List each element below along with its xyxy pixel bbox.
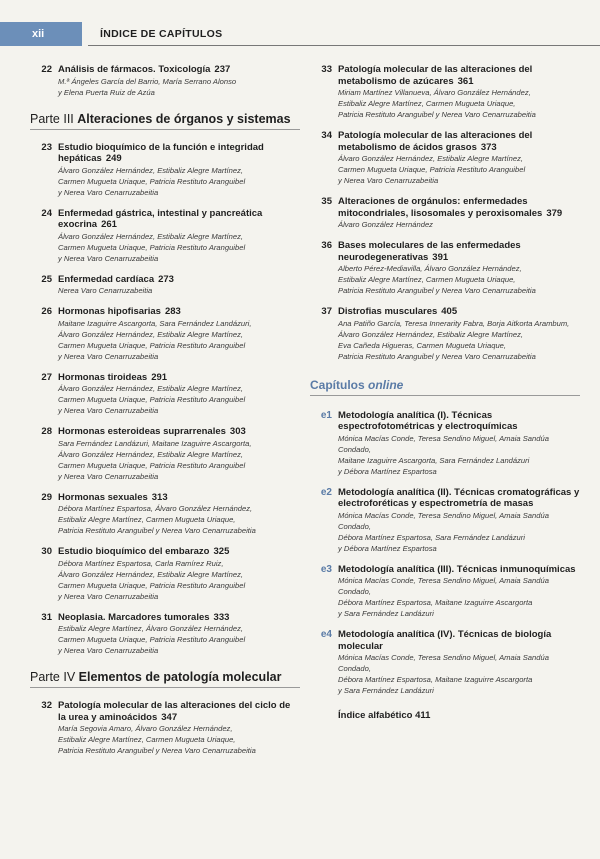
- index-label: Índice alfabético: [338, 710, 413, 721]
- author-line: Nerea Varo Cenarruzabeitia: [58, 286, 153, 295]
- chapter-title-line: [58, 306, 300, 318]
- chapter-authors: [58, 438, 300, 482]
- chapter-entry: [30, 306, 300, 362]
- author-line: Débora Martínez Espartosa, Maitane Izaguirre Ascargorta: [338, 675, 533, 684]
- online-heading-emphasis: online: [368, 377, 404, 392]
- chapter-title: Metodología analítica (IV). Técnicas de biología molecular: [338, 629, 552, 652]
- chapter-authors: [58, 623, 300, 656]
- chapter-page: 237: [214, 64, 231, 75]
- author-line: Estibaliz Alegre Martínez, Carmen Mugueta Uriaque,: [338, 275, 516, 284]
- chapter-number: 25: [41, 273, 52, 285]
- chapter-authors: [58, 558, 300, 602]
- index-page: 411: [415, 710, 431, 721]
- chapter-title: Hormonas hipofisarias: [58, 306, 161, 317]
- author-line: y Nerea Varo Cenarruzabeitia: [58, 471, 159, 481]
- author-line: y Nerea Varo Cenarruzabeitia: [58, 406, 159, 415]
- chapter-page: 249: [105, 153, 122, 164]
- chapter-entry: [30, 426, 300, 482]
- chapter-title-line: [58, 372, 300, 384]
- chapter-authors: [338, 219, 580, 230]
- chapter-authors: [338, 153, 580, 186]
- chapter-number: 30: [41, 546, 52, 557]
- chapter-number: 23: [41, 141, 52, 153]
- chapter-number: 28: [41, 426, 52, 437]
- author-line: Álvaro González Hernández, Estibaliz Alegre Martínez,: [58, 165, 244, 175]
- chapter-authors: [338, 575, 580, 619]
- author-line: y Débora Martínez Espartosa: [338, 543, 437, 553]
- chapter-page: 373: [480, 141, 497, 153]
- chapter-entry: [30, 142, 300, 198]
- author-line: Álvaro González Hernández, Estibaliz Alegre Martínez,: [58, 231, 244, 241]
- online-chapters-heading: [310, 378, 580, 396]
- chapter-number: e4: [320, 629, 332, 640]
- chapter-title: Neoplasia. Marcadores tumorales: [58, 611, 210, 623]
- chapter-authors: [58, 503, 300, 536]
- chapter-title: Hormonas sexuales: [58, 491, 148, 503]
- online-heading-prefix: Capítulos: [310, 377, 365, 392]
- online-chapter-entry: [310, 487, 580, 554]
- chapter-authors: [58, 165, 300, 198]
- chapter-authors: [338, 433, 580, 477]
- chapter-title-line: [338, 629, 580, 652]
- author-line: Estibaliz Alegre Martínez, Álvaro González Hernández,: [58, 624, 244, 633]
- author-line: Álvaro González Hernández, Estibaliz Alegre Martínez,: [58, 384, 244, 393]
- chapter-authors: [338, 263, 580, 296]
- chapter-page: 261: [101, 219, 117, 230]
- chapter-title: Metodología analítica (III). Técnicas inmunoquímicas: [338, 563, 576, 575]
- author-line: Carmen Mugueta Uriaque, Patricia Restituto Aranguibel: [58, 580, 246, 590]
- chapter-entry: [310, 240, 580, 296]
- chapter-authors: [338, 510, 580, 554]
- chapter-title-line: [58, 142, 300, 165]
- chapter-authors: [58, 723, 300, 756]
- author-line: María Segovia Amaro, Álvaro González Hernández,: [58, 724, 233, 733]
- author-line: y Nerea Varo Cenarruzabeitia: [338, 176, 439, 185]
- chapter-number: 36: [321, 240, 332, 251]
- chapter-title-line: [338, 64, 580, 87]
- chapter-entry: [30, 700, 300, 756]
- online-chapter-entry: [310, 410, 580, 477]
- author-line: Álvaro González Hernández, Estibaliz Alegre Martínez,: [58, 449, 244, 459]
- chapter-number: 27: [41, 371, 52, 383]
- chapter-title: Metodología analítica (I). Técnicas espectrofotométricas y electroquímicas: [338, 409, 518, 432]
- author-line: Débora Martínez Espartosa, Maitane Izaguirre Ascargorta: [338, 598, 533, 607]
- author-line: Mónica Macías Conde, Teresa Sendino Miguel, Amaia Sandúa Condado,: [338, 576, 549, 596]
- author-line: Patricia Restituto Aranguibel y Nerea Varo Cenarruzabeitia: [58, 526, 256, 535]
- chapter-title: Enfermedad cardíaca: [58, 273, 155, 285]
- chapter-number: e2: [320, 486, 332, 498]
- part-title: Elementos de patología molecular: [78, 670, 282, 684]
- author-line: y Sara Fernández Landázuri: [338, 686, 434, 695]
- chapter-title: Análisis de fármacos. Toxicología: [58, 64, 211, 75]
- index-entry: [338, 710, 580, 721]
- author-line: Estibaliz Alegre Martínez, Carmen Mugueta Uriaque,: [58, 515, 236, 524]
- author-line: Débora Martínez Espartosa, Sara Fernández Landázuri: [338, 532, 525, 542]
- author-line: Patricia Restituto Aranguibel y Nerea Varo Cenarruzabeitia: [338, 110, 536, 119]
- author-line: Maitane Izaguirre Ascargorta, Sara Fernández Landázuri: [338, 455, 530, 465]
- author-line: Carmen Mugueta Uriaque, Patricia Restituto Aranguibel: [338, 165, 526, 174]
- part-label: Parte IV: [30, 670, 76, 684]
- part-label: Parte III: [30, 111, 74, 126]
- chapter-entry: [30, 64, 300, 98]
- author-line: M.ª Ángeles García del Barrio, María Serrano Alonso: [58, 76, 237, 86]
- author-line: Mónica Macías Conde, Teresa Sendino Miguel, Amaia Sandúa Condado,: [338, 510, 549, 531]
- chapter-title: Estudio bioquímico de la función e integridad hepáticas: [58, 141, 264, 164]
- author-line: Carmen Mugueta Uriaque, Patricia Restituto Aranguibel: [58, 242, 246, 252]
- chapter-number: 32: [41, 700, 52, 711]
- author-line: y Nerea Varo Cenarruzabeitia: [58, 187, 159, 197]
- chapter-number: 24: [41, 207, 52, 219]
- chapter-authors: [338, 652, 580, 696]
- chapter-title: Hormonas tiroideas: [58, 371, 148, 383]
- chapter-title: Patología molecular de las alteraciones del metabolismo de azúcares: [338, 64, 533, 87]
- chapter-page: 405: [441, 306, 458, 317]
- author-line: Sara Fernández Landázuri, Maitane Izaguirre Ascargorta,: [58, 438, 252, 448]
- author-line: Carmen Mugueta Uriaque, Patricia Restituto Aranguibel: [58, 176, 246, 186]
- online-chapter-entry: [310, 629, 580, 696]
- author-line: Eva Cañeda Higueras, Carmen Mugueta Uriaque,: [338, 340, 506, 350]
- chapter-authors: [58, 285, 300, 296]
- chapter-number: 37: [321, 306, 332, 317]
- chapter-number: 22: [41, 64, 52, 75]
- chapter-title: Patología molecular de las alteraciones del metabolismo de ácidos grasos: [338, 130, 533, 153]
- chapter-title: Enfermedad gástrica, intestinal y pancreática exocrina: [58, 207, 263, 230]
- chapter-authors: [58, 318, 300, 362]
- author-line: Ana Patiño García, Teresa Innerarity Fabra, Borja Aitkorta Arambum,: [338, 318, 570, 328]
- chapter-title: Alteraciones de orgánulos: enfermedades mitocondriales, lisosomales y peroxisomales: [338, 196, 543, 219]
- author-line: y Débora Martínez Espartosa: [338, 466, 437, 476]
- chapter-page: 291: [151, 371, 168, 383]
- author-line: Maitane Izaguirre Ascargorta, Sara Fernández Landázuri,: [58, 318, 252, 328]
- chapter-page: 361: [457, 75, 474, 87]
- chapter-title: Distrofias musculares: [338, 306, 438, 317]
- author-line: Mónica Macías Conde, Teresa Sendino Miguel, Amaia Sandúa Condado,: [338, 433, 549, 454]
- chapter-page: 273: [158, 273, 174, 285]
- chapter-number: 26: [41, 306, 52, 317]
- chapter-authors: [58, 76, 300, 98]
- chapter-number: 29: [41, 491, 52, 503]
- author-line: Carmen Mugueta Uriaque, Patricia Restituto Aranguibel: [58, 635, 246, 644]
- left-column: [30, 64, 300, 766]
- header-rule: [88, 45, 600, 46]
- chapter-page: 333: [213, 611, 230, 623]
- author-line: Débora Martínez Espartosa, Álvaro González Hernández,: [58, 504, 253, 513]
- chapter-page: 325: [213, 546, 230, 557]
- chapter-authors: [338, 87, 580, 120]
- chapter-page: 303: [229, 426, 246, 437]
- author-line: Alberto Pérez-Mediavilla, Álvaro González Hernández,: [338, 264, 522, 273]
- right-column: [310, 64, 580, 721]
- chapter-number: e3: [320, 563, 332, 575]
- chapter-entry: [30, 546, 300, 602]
- chapter-title-line: [58, 426, 300, 438]
- chapter-title: Metodología analítica (II). Técnicas cromatográficas y electroforéticas y espectrometría de masas: [338, 486, 580, 509]
- author-line: Débora Martínez Espartosa, Carla Ramírez Ruiz,: [58, 558, 224, 568]
- chapter-entry: [30, 492, 300, 537]
- author-line: Miriam Martínez Villanueva, Álvaro González Hernández,: [338, 88, 531, 97]
- chapter-entry: [30, 208, 300, 264]
- chapter-number: e1: [320, 409, 332, 421]
- author-line: Estibaliz Alegre Martínez, Carmen Mugueta Uriaque,: [58, 735, 236, 744]
- author-line: Estibaliz Alegre Martínez, Carmen Mugueta Uriaque,: [338, 99, 516, 108]
- page-header-title: ÍNDICE DE CAPÍTULOS: [100, 28, 223, 40]
- author-line: Patricia Restituto Aranguibel y Nerea Varo Cenarruzabeitia: [58, 746, 256, 755]
- chapter-entry: [310, 196, 580, 230]
- author-line: Carmen Mugueta Uriaque, Patricia Restituto Aranguibel: [58, 460, 246, 470]
- chapter-title-line: [338, 306, 580, 318]
- chapter-page: 391: [432, 251, 449, 263]
- chapter-entry: [30, 274, 300, 297]
- chapter-number: 31: [41, 611, 52, 623]
- chapter-page: 347: [161, 711, 178, 723]
- chapter-authors: [58, 383, 300, 416]
- online-chapter-entry: [310, 564, 580, 620]
- part-heading: [30, 670, 300, 688]
- chapter-entry: [310, 64, 580, 120]
- author-line: Patricia Restituto Aranguibel y Nerea Varo Cenarruzabeitia: [338, 351, 536, 361]
- chapter-title-line: [58, 492, 300, 504]
- author-line: Mónica Macías Conde, Teresa Sendino Miguel, Amaia Sandúa Condado,: [338, 653, 549, 673]
- author-line: y Sara Fernández Landázuri: [338, 609, 434, 618]
- author-line: y Nerea Varo Cenarruzabeitia: [58, 591, 159, 601]
- chapter-title: Patología molecular de las alteraciones del ciclo de la urea y aminoácidos: [58, 700, 291, 723]
- chapter-page: 313: [151, 491, 168, 503]
- chapter-number: 33: [321, 64, 332, 75]
- chapter-title-line: [338, 196, 580, 219]
- chapter-title-line: [338, 240, 580, 263]
- chapter-title-line: [58, 546, 300, 558]
- chapter-title: Hormonas esteroideas suprarrenales: [58, 426, 226, 437]
- chapter-number: 35: [321, 196, 332, 207]
- chapter-page: 379: [546, 207, 563, 219]
- chapter-title-line: [338, 130, 580, 153]
- chapter-authors: [338, 318, 580, 362]
- page-number-tab: xii: [0, 22, 82, 46]
- chapter-title-line: [58, 274, 300, 286]
- chapter-title-line: [58, 612, 300, 624]
- author-line: y Nerea Varo Cenarruzabeitia: [58, 253, 159, 263]
- chapter-authors: [58, 231, 300, 264]
- author-line: Álvaro González Hernández, Estibaliz Alegre Martínez,: [58, 329, 244, 339]
- author-line: Álvaro González Hernández, Estibaliz Alegre Martínez,: [338, 154, 524, 163]
- part-heading: [30, 112, 300, 130]
- chapter-title-line: [58, 64, 300, 76]
- author-line: Álvaro González Hernández: [338, 220, 433, 229]
- chapter-title-line: [338, 410, 580, 433]
- author-line: y Elena Puerta Ruiz de Azúa: [58, 87, 155, 97]
- author-line: Álvaro González Hernández, Estibaliz Alegre Martínez,: [58, 569, 244, 579]
- chapter-entry: [310, 130, 580, 186]
- chapter-page: 283: [164, 306, 181, 317]
- author-line: y Nerea Varo Cenarruzabeitia: [58, 646, 159, 655]
- chapter-title-line: [338, 487, 580, 510]
- author-line: Álvaro González Hernández, Estibaliz Alegre Martínez,: [338, 329, 524, 339]
- chapter-number: 34: [321, 130, 332, 141]
- author-line: Carmen Mugueta Uriaque, Patricia Restituto Aranguibel: [58, 340, 246, 350]
- chapter-title-line: [58, 700, 300, 723]
- author-line: Patricia Restituto Aranguibel y Nerea Varo Cenarruzabeitia: [338, 286, 536, 295]
- chapter-entry: [30, 372, 300, 417]
- author-line: Carmen Mugueta Uriaque, Patricia Restituto Aranguibel: [58, 395, 246, 404]
- chapter-title-line: [58, 208, 300, 231]
- chapter-entry: [310, 306, 580, 362]
- chapter-title: Estudio bioquímico del embarazo: [58, 546, 210, 557]
- chapter-title-line: [338, 564, 580, 576]
- chapter-entry: [30, 612, 300, 657]
- part-title: Alteraciones de órganos y sistemas: [77, 111, 291, 126]
- chapter-title: Bases moleculares de las enfermedades neurodegenerativas: [338, 240, 521, 263]
- author-line: y Nerea Varo Cenarruzabeitia: [58, 351, 159, 361]
